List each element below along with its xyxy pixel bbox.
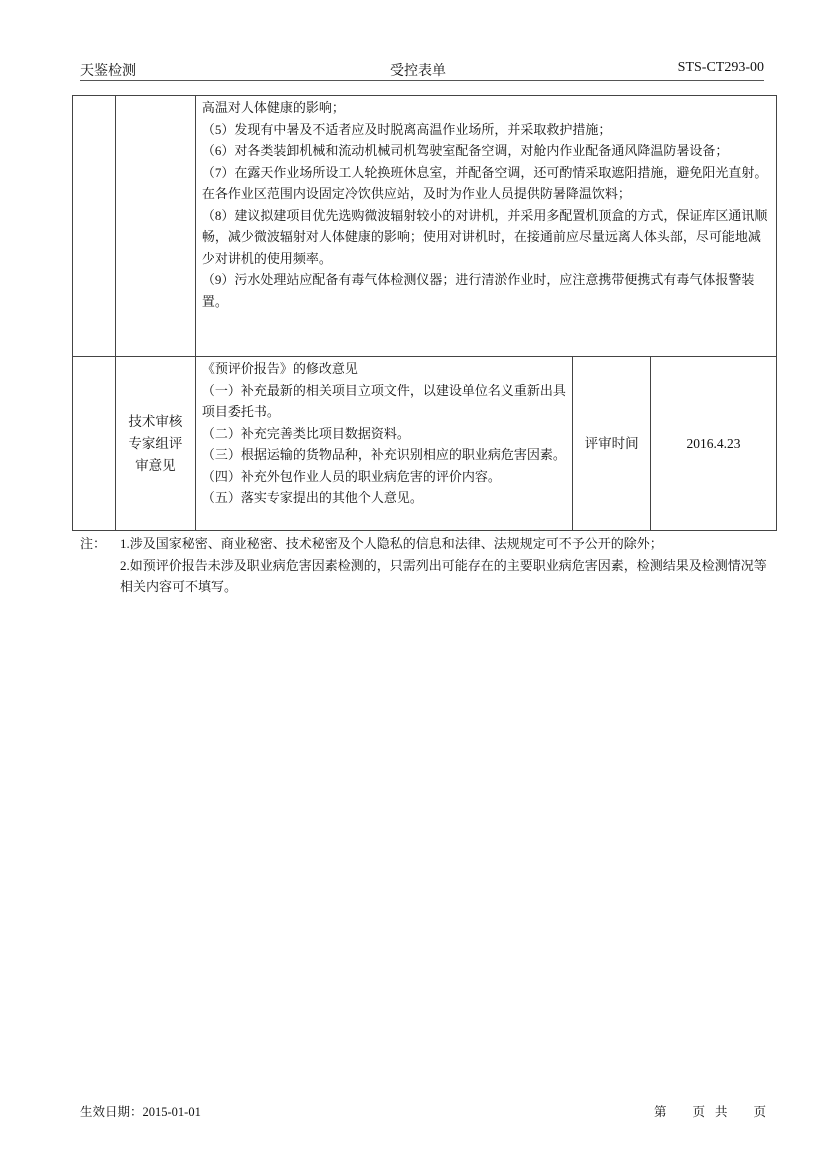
page-counter — [654, 1102, 766, 1120]
measure-line: （7）在露天作业场所设工人轮换班休息室，并配备空调，还可酌情采取遮阳措施，避免阳光直射。在各作业区范围内设固定冷饮供应站，及时为作业人员提供防暑降温饮料； — [201, 164, 768, 201]
review-opinions-cell — [195, 357, 572, 531]
effective-date: 生效日期：2015-01-01 — [80, 1105, 201, 1119]
expert-review-label-text: 技术审核专家组评审意见 — [128, 413, 183, 473]
company-name: 天鉴检测 — [80, 64, 136, 79]
notes-section — [80, 533, 770, 598]
page-header — [80, 60, 764, 81]
measure-line: 高温对人体健康的影响； — [201, 100, 345, 115]
measure-line: （5）发现有中暑及不适者应及时脱离高温作业场所，并采取救护措施； — [201, 121, 612, 137]
opinion-line: （一）补充最新的相关项目立项文件，以建设单位名义重新出具项目委托书。 — [201, 382, 566, 419]
expert-review-label — [115, 357, 195, 531]
protection-measures-cell — [195, 96, 776, 357]
opinion-line: 《预评价报告》的修改意见 — [201, 361, 358, 376]
blank-label-cell — [115, 96, 195, 357]
opinion-line: （二）补充完善类比项目数据资料。 — [201, 425, 410, 441]
opinion-line: （四）补充外包作业人员的职业病危害的评价内容。 — [201, 468, 501, 484]
page-label-ye-total: 页 — [753, 1105, 766, 1119]
table-row-measures — [73, 96, 777, 357]
review-time-value: 2016.4.23 — [651, 357, 777, 531]
page-label-ye: 页 — [692, 1105, 705, 1119]
form-type: 受控表单 — [390, 64, 446, 79]
measure-line: （8）建议拟建项目优先选购微波辐射较小的对讲机，并采用多配置机顶盒的方式，保证库区通讯顺畅，减少微波辐射对人体健康的影响；使用对讲机时，在接通前应尽量远离人体头部，尽可能地减少对讲机的使用频率。 — [201, 207, 768, 266]
note-item: 2.如预评价报告未涉及职业病危害因素检测的，只需列出可能存在的主要职业病危害因素，检测结果及检测情况等相关内容可不填写。 — [120, 557, 767, 594]
blank-cell — [73, 96, 116, 357]
opinion-line: （五）落实专家提出的其他个人意见。 — [201, 490, 423, 505]
measure-line: （6）对各类装卸机械和流动机械司机驾驶室配备空调，对舱内作业配备通风降温防暑设备； — [201, 143, 729, 158]
page-label-gong: 共 — [714, 1105, 728, 1119]
review-time-label: 评审时间 — [573, 357, 651, 531]
note-item: 1.涉及国家秘密、商业秘密、技术秘密及个人隐私的信息和法律、法规规定可不予公开的除外； — [120, 536, 663, 551]
blank-cell — [73, 357, 116, 531]
notes-tag: 注： — [80, 536, 107, 551]
opinion-line: （三）根据运输的货物品种，补充识别相应的职业病危害因素。 — [201, 447, 566, 462]
table-row-expert-review — [73, 357, 777, 531]
measure-line: （9）污水处理站应配备有毒气体检测仪器；进行清淤作业时，应注意携带便携式有毒气体报警装置。 — [201, 272, 755, 309]
page-label-di: 第 — [653, 1105, 667, 1119]
document-code: STS-CT293-00 — [677, 60, 764, 75]
review-table — [72, 95, 777, 531]
